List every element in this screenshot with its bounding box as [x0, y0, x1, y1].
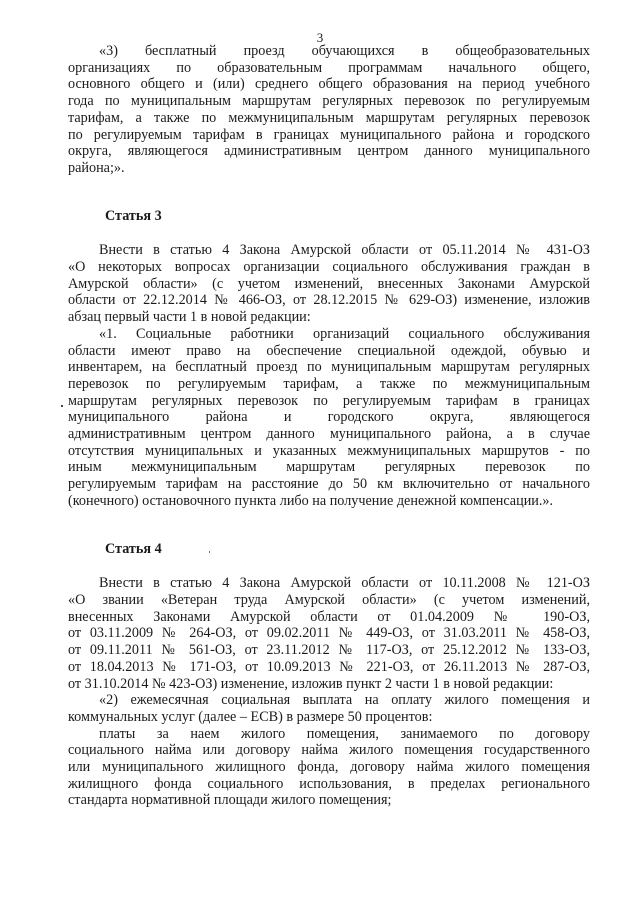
paragraph-article-4-intro: [68, 575, 590, 692]
paragraph-housing-rent: [68, 726, 590, 810]
text-line: округа, являющегося административным центром данного муниципального: [68, 143, 590, 160]
text-line: от 31.10.2014 № 423-ОЗ) изменение, изложив пункт 2 части 1 в новой редакции:: [68, 675, 554, 692]
text-line: области имеют право на обеспечение специальной одеждой, обувью и: [68, 342, 590, 359]
text-line: платы за наем жилого помещения, занимаемого по договору: [99, 725, 590, 742]
scan-speck: [209, 551, 210, 553]
text-line: от 03.11.2009 № 264-ОЗ, от 09.02.2011 № 449-ОЗ, от 31.03.2011 № 458-ОЗ,: [68, 625, 590, 642]
text-line: жилищного фонда социального использования, в пределах регионального: [68, 775, 590, 792]
text-line: тарифам, а также по межмуниципальным маршрутам регулярных перевозок: [68, 109, 590, 126]
text-line: основного общего и (или) среднего общего образования на период учебного: [68, 76, 590, 93]
paragraph-article-3-intro: [68, 242, 590, 326]
page-number: 3: [316, 30, 324, 45]
text-line: от 09.11.2011 № 561-ОЗ, от 23.11.2012 № 117-ОЗ, от 25.12.2012 № 133-ОЗ,: [68, 642, 590, 659]
text-line: или муниципального жилищного фонда, договору найма жилого помещения: [68, 759, 590, 776]
text-line: Амурской области» (с учетом изменений, внесенных Законами Амурской: [68, 275, 590, 292]
text-line: «О некоторых вопросах организации социального обслуживания граждан в: [68, 259, 590, 276]
document-body: [68, 43, 590, 809]
text-line: перевозок по регулируемым тарифам, а также по межмуниципальным: [68, 375, 590, 392]
text-line: абзац первый части 1 в новой редакции:: [68, 309, 311, 326]
text-line: от 18.04.2013 № 171-ОЗ, от 10.09.2013 № 221-ОЗ, от 26.11.2013 № 287-ОЗ,: [68, 658, 590, 675]
text-line: Внести в статью 4 Закона Амурской области от 10.11.2008 № 121-ОЗ: [99, 575, 590, 592]
text-line: регулируемым тарифам на расстояние до 50 км включительно от начального: [68, 476, 590, 493]
paragraph-monthly-payment: [68, 692, 590, 725]
text-line: социального найма или договору найма жилого помещения государственного: [68, 742, 590, 759]
text-line: (конечного) остановочного пункта либо на получение денежной компенсации.».: [68, 492, 554, 509]
text-line: отсутствия муниципальных и указанных межмуниципальных маршрутов - по: [68, 442, 590, 459]
text-line: административным центром данного муниципального района, а в случае: [68, 426, 590, 443]
paragraph-free-travel-students: [68, 43, 590, 177]
text-line: инвентарем, на бесплатный проезд по муниципальным маршрутам регулярных: [68, 359, 590, 376]
text-line: района;».: [68, 159, 125, 176]
text-line: иным межмуниципальным маршрутам регулярных перевозок по: [68, 459, 590, 476]
text-line: «1. Социальные работники организаций социального обслуживания: [99, 325, 590, 342]
text-line: по регулируемым тарифам в границах муниципального района и городского: [68, 126, 590, 143]
text-line: области от 22.12.2014 № 466-ОЗ, от 28.12.2015 № 629-ОЗ) изменение, изложив: [68, 292, 590, 309]
text-line: организациях по образовательным программам начального общего,: [68, 59, 590, 76]
text-line: маршрутам регулярных перевозок по регулируемым тарифам в границах: [68, 392, 590, 409]
scan-speck: [61, 405, 63, 407]
text-line: Внести в статью 4 Закона Амурской области от 05.11.2014 № 431-ОЗ: [99, 242, 590, 259]
text-line: муниципального района и городского округа, являющегося: [68, 409, 590, 426]
text-line: «О звании «Ветеран труда Амурской области» (с учетом изменений,: [68, 591, 590, 608]
article-4-heading: Статья 4: [105, 540, 162, 557]
text-line: «3) бесплатный проезд обучающихся в общеобразовательных: [99, 43, 590, 59]
paragraph-social-workers: [68, 326, 590, 510]
text-line: внесенных Законами Амурской области от 01.04.2009 № 190-ОЗ,: [68, 608, 590, 625]
text-line: года по муниципальным маршрутам регулярных перевозок по регулируемым: [68, 93, 590, 110]
text-line: стандарта нормативной площади жилого помещения;: [68, 792, 392, 809]
text-line: «2) ежемесячная социальная выплата на оплату жилого помещения и: [99, 692, 590, 709]
text-line: коммунальных услуг (далее – ЕСВ) в размере 50 процентов:: [68, 708, 433, 725]
article-3-heading: Статья 3: [105, 207, 162, 224]
